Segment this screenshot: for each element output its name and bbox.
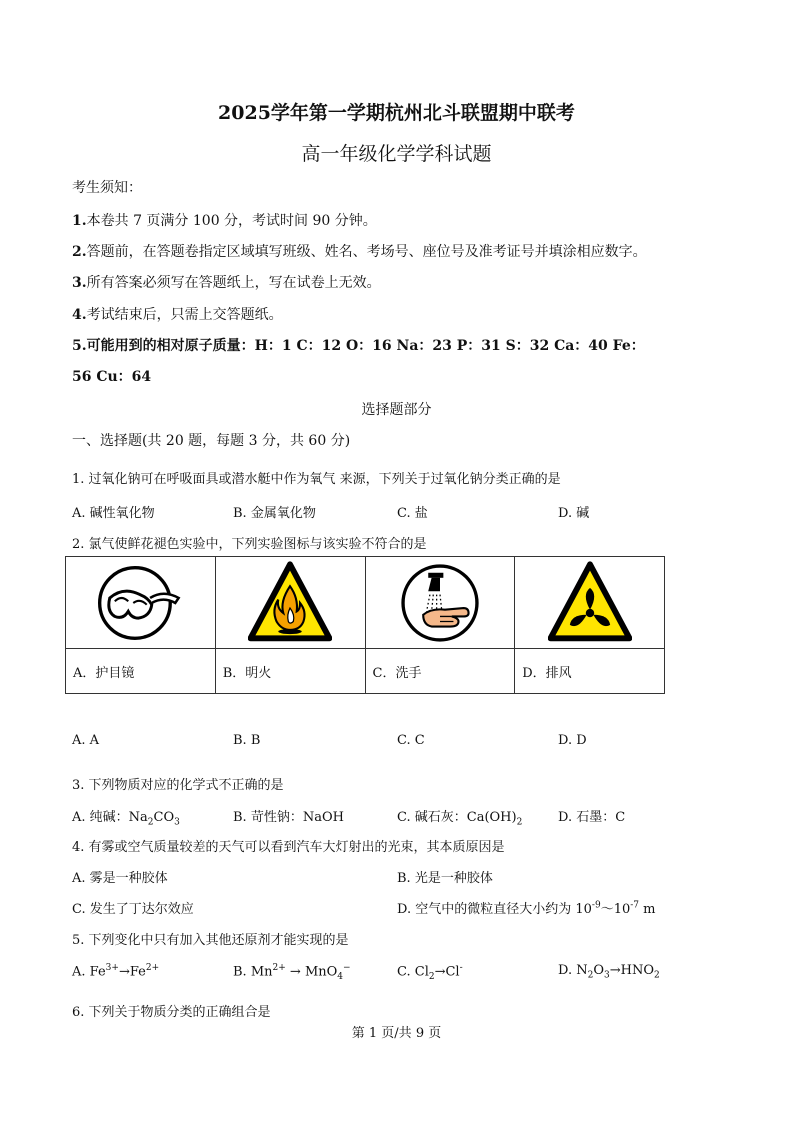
q3-option-c: C. 碱石灰：$Ca(OH)_2$ bbox=[397, 810, 523, 828]
note-item: 1.本卷共 7 页满分 100 分，考试时间 90 分钟。 bbox=[72, 213, 377, 229]
q5-option-d: D. $N_2O_3\to HNO_2$ bbox=[558, 963, 660, 981]
q2-label-d: D．排风 bbox=[515, 649, 665, 694]
q2-cell-flame bbox=[215, 557, 365, 649]
page-number: 第 1 页/共 9 页 bbox=[351, 1026, 442, 1041]
q1-option-d: D. 碱 bbox=[558, 506, 590, 521]
q1-option-a: A. 碱性氧化物 bbox=[72, 506, 155, 521]
q2-label-b: B．明火 bbox=[215, 649, 365, 694]
open-flame-icon bbox=[248, 561, 332, 645]
q2-label-c: C．洗手 bbox=[365, 649, 515, 694]
q1-option-c: C. 盐 bbox=[397, 506, 428, 521]
q2-option-d: D. D bbox=[558, 733, 587, 748]
q2-option-c: C. C bbox=[397, 733, 425, 748]
q5-option-c: C. $Cl_2\to Cl^-$ bbox=[397, 963, 463, 982]
question-3-stem: 3. 下列物质对应的化学式不正确的是 bbox=[72, 778, 284, 793]
q4-option-c: C. 发生了丁达尔效应 bbox=[72, 902, 194, 917]
goggles-icon bbox=[98, 561, 182, 645]
q2-option-b: B. B bbox=[233, 733, 261, 748]
q2-cell-goggles bbox=[66, 557, 216, 649]
wash-hands-icon bbox=[398, 561, 482, 645]
question-2-stem: 2. 氯气使鲜花褪色实验中，下列实验图标与该实验不符合的是 bbox=[72, 537, 427, 552]
note-item: 3.所有答案必须写在答题纸上，写在试卷上无效。 bbox=[72, 275, 381, 291]
q4-option-b: B. 光是一种胶体 bbox=[397, 871, 493, 886]
q2-option-a: A. A bbox=[72, 733, 100, 748]
note-item: 4.考试结束后，只需上交答题纸。 bbox=[72, 307, 283, 323]
q2-cell-fan bbox=[515, 557, 665, 649]
q3-option-b: B. 苛性钠：NaOH bbox=[233, 810, 344, 825]
q5-option-a: A. $Fe^{3+}\to Fe^{2+}$ bbox=[72, 963, 160, 980]
q3-option-d: D. 石墨：C bbox=[558, 810, 626, 825]
question-4-stem: 4. 有雾或空气质量较差的天气可以看到汽车大灯射出的光束，其本质原因是 bbox=[72, 840, 505, 855]
notes-heading: 考生须知： bbox=[72, 180, 142, 196]
q2-label-a: A．护目镜 bbox=[66, 649, 216, 694]
note-item-continued: 56 Cu：64 bbox=[72, 369, 152, 385]
q4-option-a: A. 雾是一种胶体 bbox=[72, 871, 168, 886]
exhaust-fan-icon bbox=[548, 561, 632, 645]
note-item: 2.答题前，在答题卷指定区域填写班级、姓名、考场号、座位号及准考证号并填涂相应数字。 bbox=[72, 244, 647, 260]
section-title: 选择题部分 bbox=[361, 402, 432, 418]
section-heading: 一、选择题(共 20 题，每题 3 分，共 60 分) bbox=[72, 433, 351, 449]
note-item: 5.可能用到的相对原子质量：H：1 C：12 O：16 Na：23 P：31 S：32 Ca：40 Fe： bbox=[72, 338, 645, 354]
exam-title: 2025学年第一学期杭州北斗联盟期中联考 bbox=[218, 102, 575, 124]
exam-subtitle: 高一年级化学学科试题 bbox=[301, 143, 492, 165]
q2-cell-wash bbox=[365, 557, 515, 649]
q5-option-b: B. $Mn^{2+} \to MnO_4^-$ bbox=[233, 963, 351, 982]
q1-option-b: B. 金属氧化物 bbox=[233, 506, 316, 521]
q2-icon-table bbox=[65, 556, 665, 694]
q4-option-d: D. 空气中的微粒直径大小约为 $10^{-9}\sim 10^{-7}$ m bbox=[397, 900, 656, 917]
q3-option-a: A. 纯碱：$Na_2CO_3$ bbox=[72, 810, 180, 828]
question-1-stem: 1. 过氧化钠可在呼吸面具或潜水艇中作为氧气 来源，下列关于过氧化钠分类正确的是 bbox=[72, 472, 561, 487]
question-5-stem: 5. 下列变化中只有加入其他还原剂才能实现的是 bbox=[72, 933, 349, 948]
question-6-stem: 6. 下列关于物质分类的正确组合是 bbox=[72, 1005, 271, 1020]
